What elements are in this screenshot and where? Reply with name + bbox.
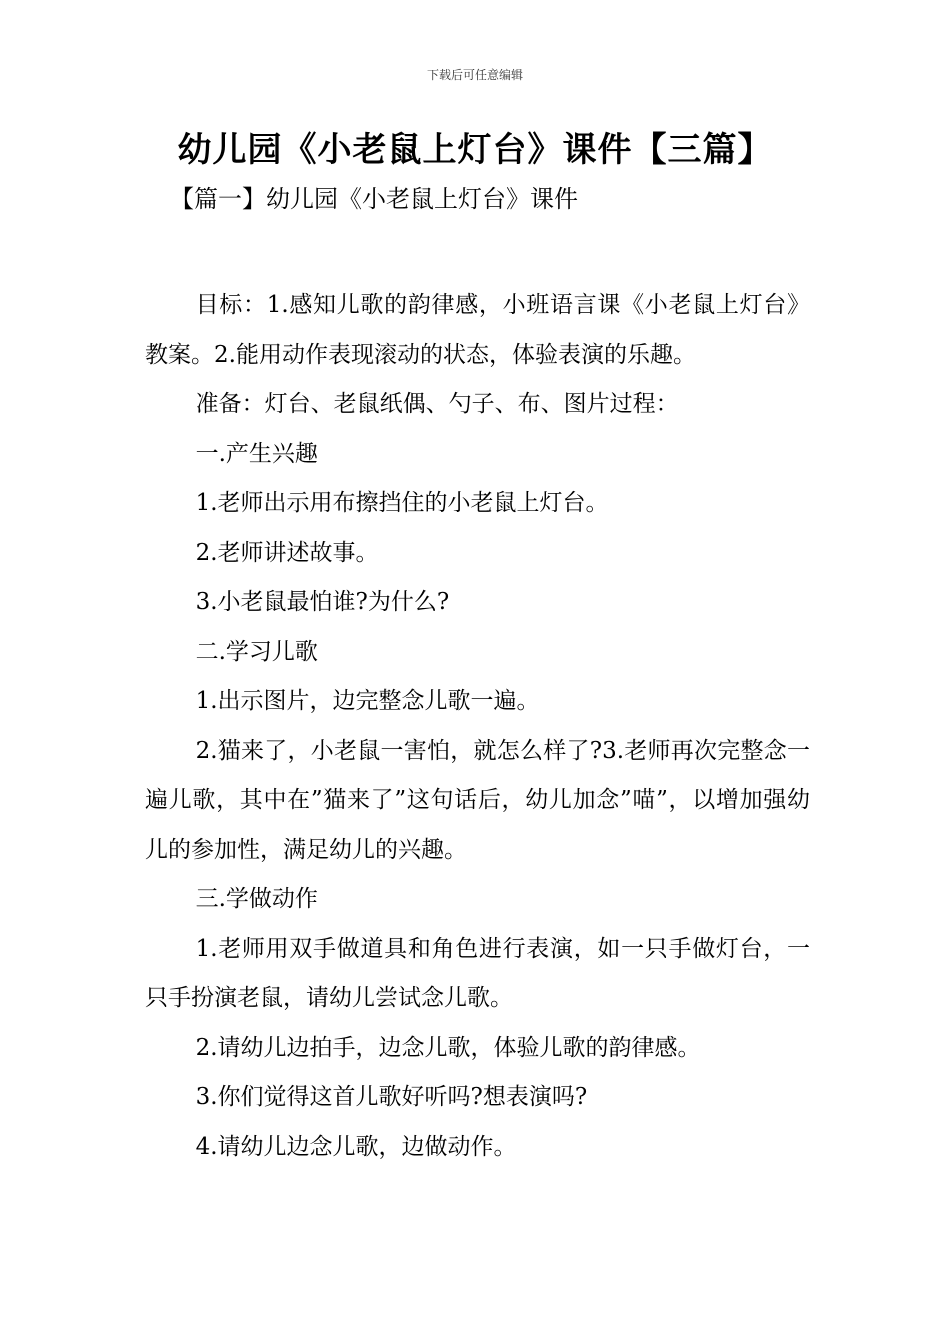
paragraph: 1.老师出示用布擦挡住的小老鼠上灯台。 — [195, 490, 609, 516]
paragraph: 1.老师用双手做道具和角色进行表演，如一只手做灯台，一只手扮演老鼠，请幼儿尝试念儿歌。 — [145, 935, 810, 1011]
paragraph: 1.出示图片，边完整念儿歌一遍。 — [195, 688, 540, 714]
section-subtitle: 【篇一】幼儿园《小老鼠上灯台》课件 — [170, 185, 578, 213]
paragraph: 3.你们觉得这首儿歌好听吗?想表演吗? — [195, 1084, 588, 1110]
page-header-note: 下载后可任意编辑 — [426, 68, 523, 82]
document-title: 幼儿园《小老鼠上灯台》课件【三篇】 — [177, 130, 773, 170]
paragraph: 2.老师讲述故事。 — [195, 539, 379, 566]
paragraph: 一.产生兴趣 — [195, 440, 318, 467]
paragraph: 2.猫来了，小老鼠一害怕，就怎么样了?3.老师再次完整念一遍儿歌，其中在”猫来了”这句话后，幼儿加念”喵”，以增加强幼儿的参加性，满足幼儿的兴趣。 — [145, 737, 810, 863]
paragraph: 二.学习儿歌 — [195, 638, 318, 665]
paragraph: 准备：灯台、老鼠纸偶、勺子、布、图片过程： — [195, 391, 679, 417]
paragraph: 4.请幼儿边念儿歌，边做动作。 — [195, 1133, 517, 1160]
paragraph: 2.请幼儿边拍手，边念儿歌，体验儿歌的韵律感。 — [195, 1034, 701, 1061]
paragraph: 3.小老鼠最怕谁?为什么? — [195, 589, 450, 615]
paragraph: 三.学做动作 — [195, 886, 318, 912]
paragraph: 目标：1.感知儿歌的韵律感，小班语言课《小老鼠上灯台》教案。2.能用动作表现滚动的状态，体验表演的乐趣。 — [145, 292, 810, 368]
document-body — [145, 281, 810, 1172]
